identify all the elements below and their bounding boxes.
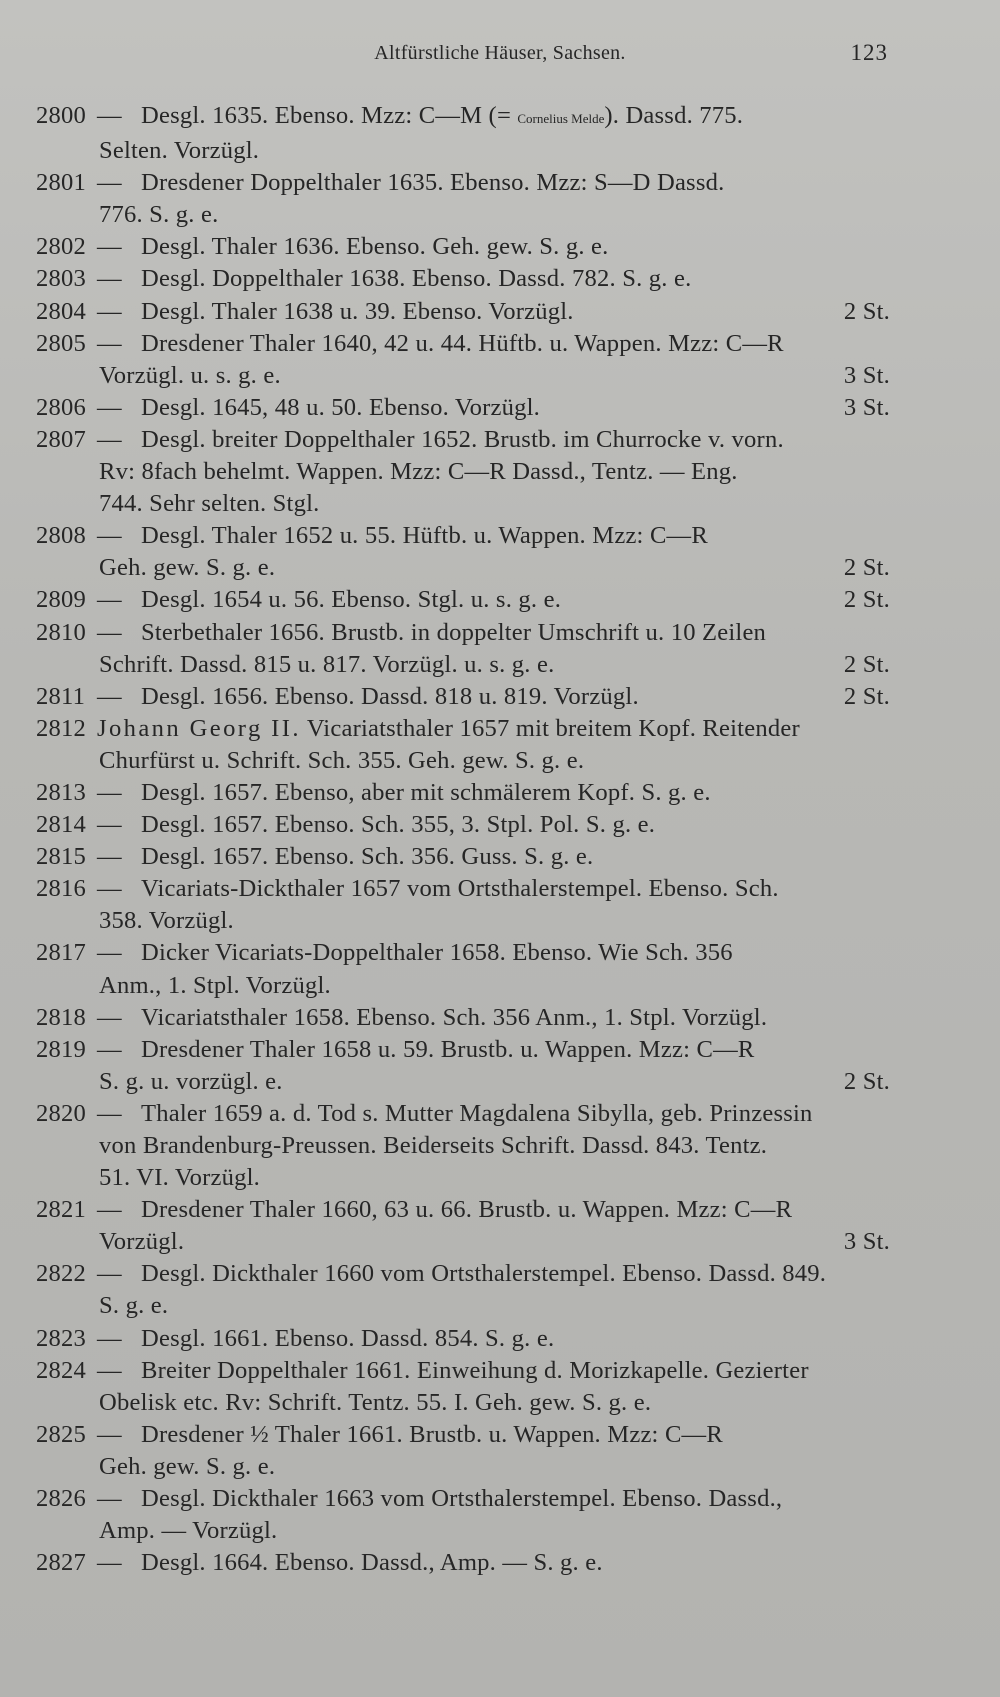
entry-description: Desgl. Thaler 1652 u. 55. Hüftb. u. Wappen. Mzz: C—R [141, 522, 708, 550]
entry-first-line [36, 296, 896, 328]
running-head: Altfürstliche Häuser, Sachsen. [374, 42, 626, 64]
entry-number: 2805 [36, 329, 86, 357]
entry-description: Desgl. 1657. Ebenso. Sch. 355, 3. Stpl. Pol. S. g. e. [141, 811, 656, 839]
entry-description: Desgl. Dickthaler 1660 vom Ortsthalerstempel. Ebenso. Dassd. 849. [141, 1260, 827, 1288]
entry-number: 2821 [36, 1196, 86, 1224]
entry-text [141, 263, 896, 295]
entry-continuation-line: Vorzügl. u. s. g. e. [99, 361, 281, 389]
entry-first-line [36, 424, 896, 456]
entry-description: Desgl. Dickthaler 1663 vom Ortsthalerstempel. Ebenso. Dassd., [141, 1485, 783, 1513]
entry-continuation-line: Obelisk etc. Rv: Schrift. Tentz. 55. I. Geh. gew. S. g. e. [99, 1388, 652, 1416]
catalog-entry [36, 392, 896, 424]
entry-first-line [36, 328, 896, 360]
entry-description: Breiter Doppelthaler 1661. Einweihung d. Morizkapelle. Gezierter [141, 1356, 809, 1384]
entry-text [141, 100, 896, 135]
entry-first-line [36, 392, 896, 424]
entry-description: Desgl. 1635. Ebenso. Mzz: C—M (= [141, 102, 518, 129]
catalog-entry [36, 296, 896, 328]
entry-list [36, 100, 896, 1579]
entry-number: 2807 [36, 425, 86, 453]
entry-number: 2826 [36, 1485, 86, 1513]
entry-description: Vicariatsthaler 1658. Ebenso. Sch. 356 Anm., 1. Stpl. Vorzügl. [141, 1003, 768, 1031]
entry-number: 2820 [36, 1099, 86, 1127]
catalog-entry [36, 1355, 896, 1419]
ditto-dash: — [97, 1549, 122, 1577]
entry-first-line [36, 681, 896, 713]
entry-description-tail: ). Dassd. 775. [604, 102, 744, 129]
entry-description: Desgl. 1661. Ebenso. Dassd. 854. S. g. e. [141, 1324, 555, 1352]
ditto-dash: — [97, 329, 122, 357]
entry-description: Sterbethaler 1656. Brustb. in doppelter Umschrift u. 10 Zeilen [141, 618, 767, 646]
entry-first-line [36, 263, 896, 295]
entry-text [141, 520, 896, 552]
entry-first-line [36, 520, 896, 552]
entry-text [141, 1355, 896, 1387]
entry-continuation-line: von Brandenburg-Preussen. Beiderseits Schrift. Dassd. 843. Tentz. [99, 1132, 768, 1159]
entry-text [141, 296, 896, 328]
quantity-label: 2 St. [843, 682, 890, 710]
catalog-entry [36, 713, 896, 777]
quantity-label: 2 St. [843, 650, 890, 678]
quantity-label: 2 St. [843, 586, 890, 614]
catalog-entry [36, 841, 896, 873]
entry-text [141, 841, 896, 873]
entry-continuation-line: Geh. gew. S. g. e. [99, 554, 276, 582]
entry-first-line [36, 713, 896, 745]
ditto-dash: — [97, 1485, 122, 1513]
entry-continuation-line: 744. Sehr selten. Stgl. [99, 490, 320, 518]
entry-text [141, 1098, 896, 1130]
entry-first-line [36, 841, 896, 873]
catalog-entry [36, 1419, 896, 1483]
catalog-entry [36, 263, 896, 295]
ditto-dash: — [97, 1099, 122, 1127]
entry-text [141, 1002, 896, 1034]
entry-first-line [36, 873, 896, 905]
entry-number: 2819 [36, 1035, 86, 1063]
entry-number: 2815 [36, 843, 86, 871]
entry-description: Desgl. 1656. Ebenso. Dassd. 818 u. 819. Vorzügl. [141, 682, 639, 710]
entry-number: 2801 [36, 169, 86, 197]
ditto-dash: — [97, 1420, 122, 1448]
quantity-label: 2 St. [843, 554, 890, 582]
ditto-dash: — [97, 233, 122, 261]
ditto-dash: — [97, 1003, 122, 1031]
entry-number: 2800 [36, 102, 86, 129]
entry-continuation-line: Schrift. Dassd. 815 u. 817. Vorzügl. u. s. g. e. [99, 650, 555, 678]
entry-first-line [36, 1098, 896, 1130]
entry-continuation-line: S. g. u. vorzügl. e. [99, 1067, 283, 1095]
entry-description: Desgl. 1664. Ebenso. Dassd., Amp. — S. g. e. [141, 1549, 603, 1577]
ditto-dash: — [97, 875, 122, 903]
entry-text [141, 937, 896, 969]
entry-continuation-line: Geh. gew. S. g. e. [99, 1452, 276, 1480]
entry-text [141, 1419, 896, 1451]
catalog-entry [36, 1258, 896, 1322]
ditto-dash: — [97, 1035, 122, 1063]
entry-number: 2802 [36, 233, 86, 261]
entry-text [141, 231, 896, 263]
catalog-entry [36, 809, 896, 841]
entry-number: 2809 [36, 586, 86, 614]
ditto-dash: — [97, 169, 122, 197]
entry-text [141, 681, 896, 713]
entry-first-line [36, 167, 896, 199]
quantity-label: 2 St. [843, 297, 890, 325]
entry-first-line [36, 1355, 896, 1387]
entry-description: Desgl. 1657. Ebenso, aber mit schmälerem Kopf. S. g. e. [141, 778, 711, 806]
entry-description: Desgl. 1657. Ebenso. Sch. 356. Guss. S. g. e. [141, 843, 594, 871]
entry-first-line [36, 1547, 896, 1579]
entry-first-line [36, 809, 896, 841]
entry-number: 2817 [36, 939, 86, 967]
mintmaster-note: Cornelius Melde [517, 111, 605, 126]
entry-number: 2808 [36, 522, 86, 550]
entry-number: 2811 [36, 682, 86, 710]
entry-number: 2818 [36, 1003, 86, 1031]
entry-description: Thaler 1659 a. d. Tod s. Mutter Magdalena Sibylla, geb. Prinzessin [141, 1099, 813, 1127]
catalog-entry [36, 1483, 896, 1547]
quantity-label: 2 St. [843, 1067, 890, 1095]
entry-text [141, 1323, 896, 1355]
entry-continuation-line: 776. S. g. e. [99, 201, 219, 229]
entry-description: Desgl. Thaler 1638 u. 39. Ebenso. Vorzügl. [141, 297, 574, 325]
ditto-dash: — [97, 586, 122, 614]
catalog-entry [36, 1547, 896, 1579]
entry-continuation-line: Churfürst u. Schrift. Sch. 355. Geh. gew. S. g. e. [99, 746, 585, 774]
entry-number: 2810 [36, 618, 86, 646]
catalog-entry [36, 1002, 896, 1034]
entry-first-line [36, 584, 896, 616]
entry-first-line [36, 100, 896, 135]
entry-number: 2812 [36, 714, 86, 742]
catalog-entry [36, 167, 896, 231]
entry-text [141, 1034, 896, 1066]
entry-text [141, 809, 896, 841]
entry-text [141, 424, 896, 456]
catalog-entry [36, 1098, 896, 1194]
entry-text [141, 777, 896, 809]
entry-text [141, 1258, 896, 1290]
entry-number: 2827 [36, 1549, 86, 1577]
ditto-dash: — [97, 1196, 122, 1224]
quantity-label: 3 St. [843, 393, 890, 421]
entry-continuation-line: Rv: 8fach behelmt. Wappen. Mzz: C—R Dassd., Tentz. — Eng. [99, 458, 738, 486]
entry-number: 2816 [36, 875, 86, 903]
entry-first-line [36, 231, 896, 263]
entry-number: 2813 [36, 778, 86, 806]
entry-description: Dresdener Doppelthaler 1635. Ebenso. Mzz: S—D Dassd. [141, 169, 725, 197]
entry-continuation-line: 51. VI. Vorzügl. [99, 1164, 261, 1192]
entry-first-line [36, 937, 896, 969]
entry-number: 2814 [36, 811, 86, 839]
entry-text [141, 1194, 896, 1226]
catalog-entry [36, 100, 896, 167]
catalog-entry [36, 873, 896, 937]
entry-number: 2823 [36, 1324, 86, 1352]
ditto-dash: — [97, 778, 122, 806]
entry-text [141, 167, 896, 199]
entry-number: 2825 [36, 1420, 86, 1448]
ditto-dash: — [97, 1356, 122, 1384]
entry-continuation-line: 358. Vorzügl. [99, 907, 234, 935]
catalog-entry [36, 1034, 896, 1098]
ditto-dash: — [97, 843, 122, 871]
entry-text [141, 584, 896, 616]
entry-continuation-line: Amp. — Vorzügl. [99, 1517, 278, 1545]
catalog-entry [36, 584, 896, 616]
entry-continuation-line: Selten. Vorzügl. [99, 137, 260, 165]
entry-text [141, 328, 896, 360]
ditto-dash: — [97, 682, 122, 710]
entry-description: Dresdener Thaler 1660, 63 u. 66. Brustb. u. Wappen. Mzz: C—R [141, 1196, 793, 1224]
entry-description: Desgl. 1645, 48 u. 50. Ebenso. Vorzügl. [141, 393, 541, 421]
catalog-entry [36, 681, 896, 713]
entry-description: Dicker Vicariats-Doppelthaler 1658. Ebenso. Wie Sch. 356 [141, 939, 733, 967]
entry-number: 2803 [36, 265, 86, 293]
ditto-dash: — [97, 618, 122, 646]
ruler-name: Johann Georg II. [97, 714, 301, 742]
entry-description: Dresdener Thaler 1658 u. 59. Brustb. u. Wappen. Mzz: C—R [141, 1035, 755, 1063]
ditto-dash: — [97, 102, 122, 129]
entry-number: 2804 [36, 297, 86, 325]
entry-number: 2824 [36, 1356, 86, 1384]
entry-description: Vicariats-Dickthaler 1657 vom Ortsthalerstempel. Ebenso. Sch. [141, 875, 779, 903]
page-number: 123 [850, 40, 888, 65]
entry-continuation-line: Vorzügl. [99, 1228, 185, 1256]
entry-text [141, 1483, 896, 1515]
entry-first-line [36, 1323, 896, 1355]
entry-text [141, 873, 896, 905]
entry-first-line [36, 617, 896, 649]
entry-text [141, 392, 896, 424]
entry-first-line [36, 1034, 896, 1066]
entry-number: 2806 [36, 393, 86, 421]
catalog-entry [36, 424, 896, 520]
ditto-dash: — [97, 522, 122, 550]
entry-first-line [36, 1483, 896, 1515]
catalog-entry [36, 1323, 896, 1355]
catalog-entry [36, 328, 896, 392]
entry-description: Desgl. Doppelthaler 1638. Ebenso. Dassd. 782. S. g. e. [141, 265, 692, 293]
entry-description: Desgl. Thaler 1636. Ebenso. Geh. gew. S. g. e. [141, 233, 609, 261]
ditto-dash: — [97, 811, 122, 839]
entry-first-line [36, 1419, 896, 1451]
entry-first-line [36, 1002, 896, 1034]
entry-first-line [36, 1258, 896, 1290]
entry-description: Dresdener Thaler 1640, 42 u. 44. Hüftb. u. Wappen. Mzz: C—R [141, 329, 784, 357]
ditto-dash: — [97, 425, 122, 453]
entry-text [141, 1547, 896, 1579]
ditto-dash: — [97, 393, 122, 421]
entry-description: Dresdener ½ Thaler 1661. Brustb. u. Wappen. Mzz: C—R [141, 1420, 723, 1448]
ditto-dash: — [97, 265, 122, 293]
entry-continuation-line: Anm., 1. Stpl. Vorzügl. [99, 971, 331, 999]
entry-number: 2822 [36, 1260, 86, 1288]
entry-description: Desgl. 1654 u. 56. Ebenso. Stgl. u. s. g. e. [141, 586, 562, 614]
quantity-label: 3 St. [843, 1228, 890, 1256]
entry-description: Desgl. breiter Doppelthaler 1652. Brustb. im Churrocke v. vorn. [141, 425, 784, 453]
quantity-label: 3 St. [843, 361, 890, 389]
catalog-entry [36, 231, 896, 263]
entry-continuation-line: S. g. e. [99, 1292, 169, 1320]
catalog-entry [36, 617, 896, 681]
entry-description: Vicariatsthaler 1657 mit breitem Kopf. Reitender [300, 714, 800, 742]
catalog-entry [36, 937, 896, 1001]
catalog-entry [36, 1194, 896, 1258]
entry-first-line [36, 1194, 896, 1226]
ditto-dash: — [97, 297, 122, 325]
entry-first-line [36, 777, 896, 809]
entry-text [97, 713, 896, 745]
catalog-entry [36, 777, 896, 809]
entry-text [141, 617, 896, 649]
ditto-dash: — [97, 1260, 122, 1288]
ditto-dash: — [97, 1324, 122, 1352]
catalog-entry [36, 520, 896, 584]
ditto-dash: — [97, 939, 122, 967]
